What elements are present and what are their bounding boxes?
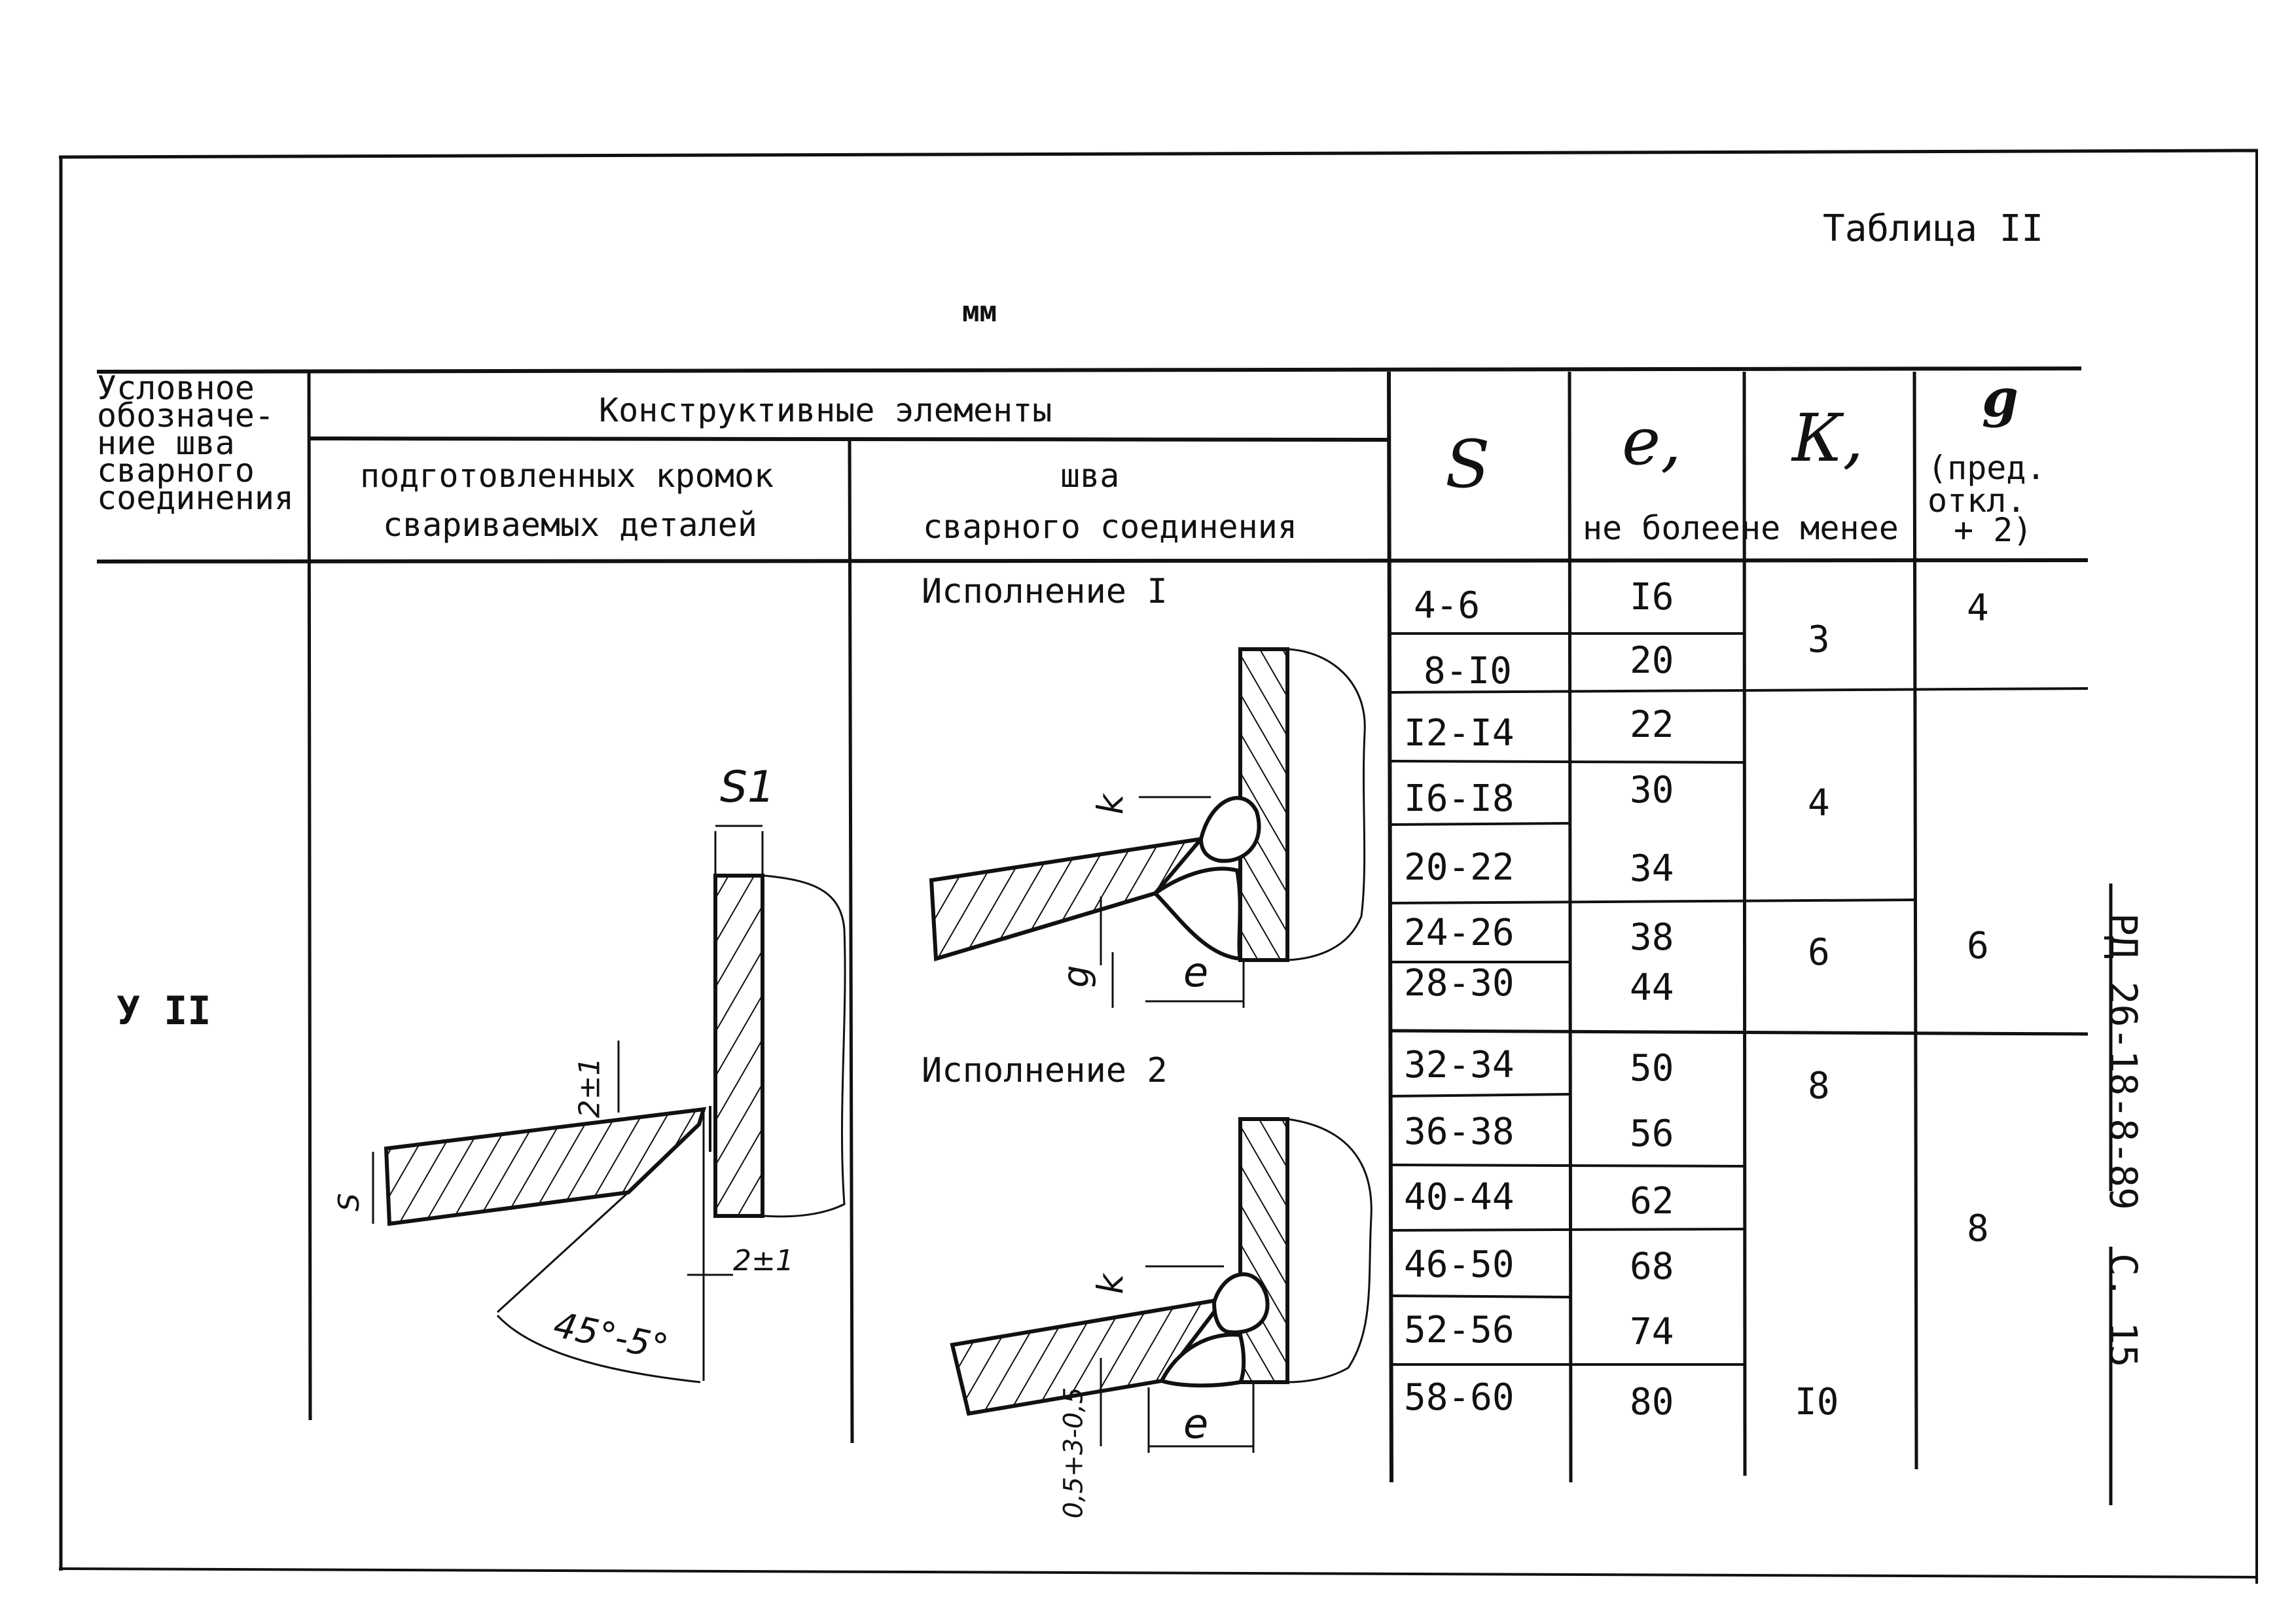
designation-line: Условное	[97, 369, 255, 407]
e-value: 56	[1630, 1113, 1674, 1155]
designation-line: ние шва	[97, 424, 235, 462]
unit-label: мм	[962, 295, 997, 329]
e-column-note: не более	[1583, 509, 1740, 547]
e-value: 34	[1630, 847, 1674, 890]
e-value: 22	[1630, 704, 1674, 746]
s-value: 52-56	[1404, 1309, 1515, 1351]
e-label-execution-2: e	[1183, 1400, 1209, 1448]
s-value: 24-26	[1404, 912, 1515, 954]
execution-2-figure	[952, 1119, 1371, 1453]
constructive-elements-header: Конструктивные элементы	[599, 391, 1052, 429]
s-value: 8-I0	[1424, 650, 1512, 692]
side-page-number: С. 15	[2101, 1253, 2145, 1368]
e-column-symbol: е,	[1622, 403, 1681, 480]
e-value: I6	[1630, 576, 1674, 618]
weld-seam-header: сварного соединения	[923, 508, 1297, 546]
designation-header	[97, 369, 306, 517]
e-label-execution-1: e	[1183, 948, 1209, 996]
k-value: 4	[1808, 782, 1830, 825]
s-value: 46-50	[1404, 1243, 1515, 1286]
table-label: Таблица II	[1823, 207, 2044, 250]
s-value: 58-60	[1404, 1376, 1515, 1419]
e-value: 62	[1630, 1180, 1674, 1222]
k-value: I0	[1795, 1381, 1839, 1423]
e-value: 68	[1630, 1245, 1674, 1288]
g-value: 8	[1967, 1207, 1989, 1250]
vertical-plate-1	[715, 876, 762, 1216]
execution-2-label: Исполнение 2	[922, 1051, 1168, 1090]
s-value: 36-38	[1404, 1111, 1515, 1153]
designation-line: соединения	[97, 479, 295, 517]
k-label-execution-1: k	[1090, 794, 1132, 815]
g-value: 6	[1967, 925, 1989, 967]
e-value: 38	[1630, 916, 1674, 959]
execution-1-figure	[931, 649, 1365, 1008]
g-column-note: (пред.	[1928, 449, 2046, 487]
vertical-plate-3	[1240, 1119, 1287, 1382]
k-column-symbol: К,	[1792, 400, 1864, 476]
gap-top-label: 2±1	[573, 1057, 607, 1118]
plate-1-outline	[764, 876, 845, 1217]
k-value: 3	[1808, 618, 1830, 661]
weld-seam-header: шва	[1060, 457, 1120, 495]
e-value: 20	[1630, 639, 1674, 682]
s-value: 20-22	[1404, 846, 1515, 889]
execution-1-label: Исполнение I	[922, 572, 1168, 611]
bevelled-plate	[386, 1109, 704, 1224]
designation-line: обозначе-	[97, 397, 274, 435]
prepared-edges-header: свариваемых деталей	[383, 506, 757, 544]
g-column-note: + 2)	[1954, 511, 2033, 549]
prepared-edges-header: подготовленных кромок	[360, 457, 774, 495]
e-value: 30	[1630, 769, 1674, 812]
g-column-note: откл.	[1928, 482, 2026, 520]
s-value: 4-6	[1414, 584, 1480, 627]
s-value: I6-I8	[1404, 777, 1515, 820]
g-label-execution-1: g	[1056, 965, 1098, 988]
angle-label: 45°-5°	[550, 1304, 672, 1368]
g-column-symbol: g	[1982, 367, 2018, 429]
e-value: 74	[1630, 1311, 1674, 1353]
s1-dimension-label: S1	[720, 762, 775, 812]
k-column-note: не менее	[1741, 509, 1899, 547]
prepared-edges-figure	[373, 826, 845, 1382]
k-value: 8	[1808, 1065, 1830, 1107]
s-column-symbol: S	[1445, 426, 1490, 503]
s-value: 32-34	[1404, 1044, 1515, 1086]
e-value: 80	[1630, 1381, 1674, 1423]
s-dimension-label: S	[332, 1193, 366, 1211]
e-value: 50	[1630, 1047, 1674, 1090]
weld-designation: У II	[117, 988, 211, 1034]
g-label-execution-2: 0,5+3-0,5	[1058, 1387, 1089, 1519]
gap-bottom-label: 2±1	[733, 1244, 794, 1277]
e-value: 44	[1630, 967, 1674, 1009]
g-value: 4	[1967, 587, 1989, 630]
s-value: 28-30	[1404, 962, 1515, 1005]
s-value: 40-44	[1404, 1176, 1515, 1219]
k-label-execution-2: k	[1090, 1274, 1132, 1294]
k-value: 6	[1808, 931, 1830, 974]
side-document-number: РД 26-18-8-89	[2101, 913, 2145, 1210]
s-value: I2-I4	[1404, 712, 1515, 755]
designation-line: сварного	[97, 452, 255, 490]
